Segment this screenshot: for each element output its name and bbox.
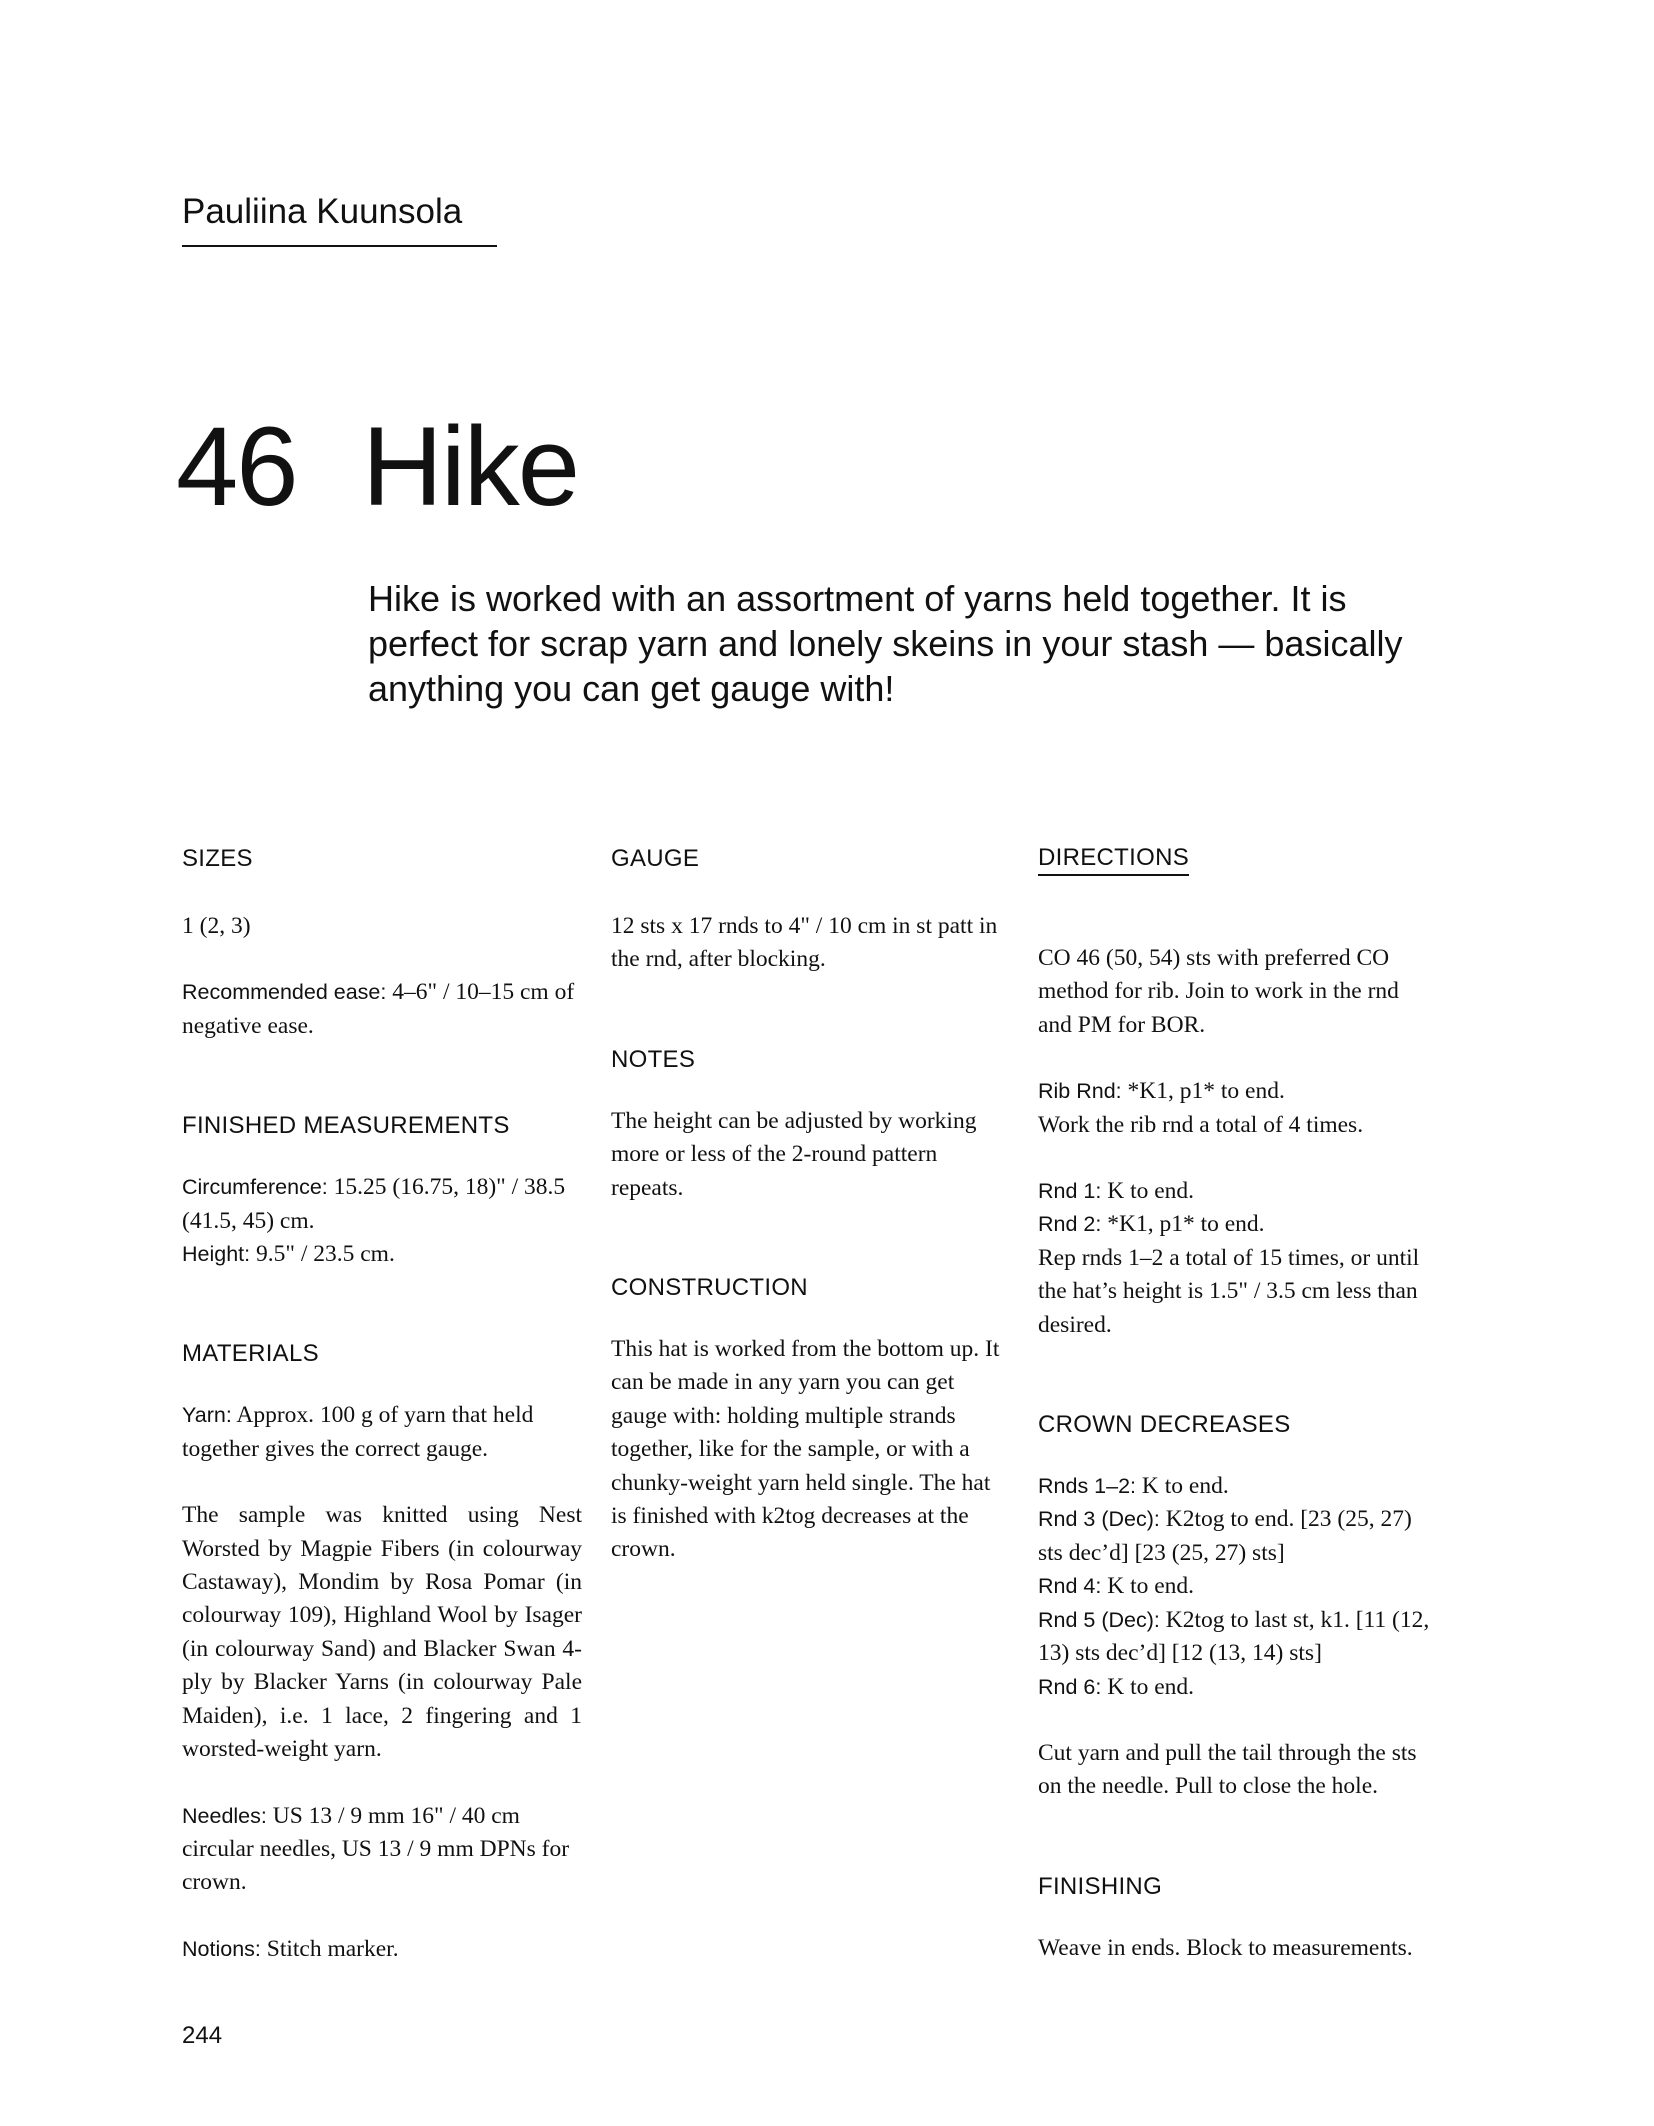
circumference-text: 15.25 (16.75, 18)" / 38.5 (41.5, 45) cm. [182,1174,566,1234]
circumference [182,1171,582,1238]
yarn-text: Approx. 100 g of yarn that held together gives the correct gauge. [182,1402,534,1462]
crown-decreases-list [1038,1470,1438,1704]
sizes-heading: SIZES [182,845,253,872]
crown-row-label: Rnd 6: [1038,1674,1102,1699]
notions [182,1933,582,1966]
circumference-label: Circumference: [182,1175,328,1200]
sample-yarns: The sample was knitted using Nest Worsted by Magpie Fibers (in colourway Castaway), Mondim by Rosa Pomar (in colourway 109), Highland Wool by Isager (in colourway Sand) and Blacker Swan 4-ply by Blacker Yarns (in colourway Pale Maiden), i.e. 1 lace, 2 fingering and 1 worsted-weight yarn. [182,1502,582,1763]
crown-row-label: Rnd 3 (Dec): [1038,1507,1160,1532]
column-directions [1038,842,1438,1965]
crown-row-label: Rnd 5 (Dec): [1038,1607,1160,1632]
round-1-label: Rnd 1: [1038,1179,1102,1204]
needles [182,1800,582,1900]
rib-repeat: Work the rib rnd a total of 4 times. [1038,1111,1364,1138]
page-number: 244 [182,2022,223,2049]
pattern-number: 46 [176,404,297,529]
crown-row [1038,1470,1438,1503]
crown-row [1038,1671,1438,1704]
pattern-title: Hike [362,404,579,529]
cast-on-instructions: CO 46 (50, 54) sts with preferred CO method for rib. Join to work in the rnd and PM for BOR. [1038,945,1399,1038]
column-sizes-materials [182,842,582,1966]
construction-heading: CONSTRUCTION [611,1274,808,1302]
directions-heading: DIRECTIONS [1038,842,1189,876]
notes-heading: NOTES [611,1045,696,1073]
height-text: 9.5" / 23.5 cm. [256,1241,395,1268]
needles-label: Needles: [182,1803,267,1828]
gauge-text: 12 sts x 17 rnds to 4" / 10 cm in st patt in the rnd, after blocking. [611,913,998,973]
sizes-values: 1 (2, 3) [182,913,251,939]
materials-heading: MATERIALS [182,1340,319,1368]
crown-row-label: Rnd 4: [1038,1574,1102,1599]
author-underline [182,245,497,247]
crown-row-label: Rnds 1–2: [1038,1474,1137,1499]
author-name: Pauliina Kuunsola [182,192,463,231]
notions-label: Notions: [182,1936,261,1961]
round-2-label: Rnd 2: [1038,1212,1102,1237]
crown-row-text: K to end. [1141,1473,1229,1500]
finishing-text: Weave in ends. Block to measurements. [1038,1934,1413,1961]
finished-measurements-heading: FINISHED MEASUREMENTS [182,1112,510,1140]
yarn-label: Yarn: [182,1403,232,1428]
ease-text: 4–6" / 10–15 cm of negative ease. [182,979,575,1039]
crown-row [1038,1503,1438,1570]
crown-row [1038,1604,1438,1671]
height [182,1238,582,1271]
rib-round-label: Rib Rnd: [1038,1079,1122,1104]
crown-row-text: K2tog to end. [23 (25, 27) sts dec’d] [23 (25, 27) sts] [1038,1506,1412,1566]
yarn [182,1399,582,1466]
finishing-heading: FINISHING [1038,1872,1163,1900]
rib-round [1038,1075,1438,1108]
round-2-text: *K1, p1* to end. [1107,1211,1265,1238]
rib-round-text: *K1, p1* to end. [1127,1078,1285,1105]
needles-text: US 13 / 9 mm 16" / 40 cm circular needles, US 13 / 9 mm DPNs for crown. [182,1802,570,1896]
notes-text: The height can be adjusted by working more or less of the 2-round pattern repeats. [611,1107,977,1201]
crown-row-text: K to end. [1107,1673,1195,1700]
notions-text: Stitch marker. [266,1935,399,1962]
round-repeat: Rep rnds 1–2 a total of 15 times, or until the hat’s height is 1.5" / 3.5 cm less than desired. [1038,1244,1420,1338]
gauge-heading: GAUGE [611,845,700,872]
crown-row-text: K2tog to last st, k1. [11 (12, 13) sts dec’d] [12 (13, 14) sts] [1038,1606,1430,1667]
recommended-ease [182,976,582,1043]
height-label: Height: [182,1242,251,1267]
crown-decreases-heading: CROWN DECREASES [1038,1411,1291,1439]
ease-label: Recommended ease: [182,980,387,1005]
crown-closing: Cut yarn and pull the tail through the sts on the needle. Pull to close the hole. [1038,1739,1417,1800]
crown-row [1038,1570,1438,1603]
construction-text: This hat is worked from the bottom up. It can be made in any yarn you can get gauge with: holding multiple strands together, like for the sample, or with a chunky-weight yarn held single. The hat is finished with k2tog decreases at the crown. [611,1336,1000,1563]
round-1-text: K to end. [1107,1178,1195,1205]
column-gauge-notes-construction [611,842,1011,1567]
round-1 [1038,1175,1438,1208]
crown-row-text: K to end. [1107,1573,1195,1600]
intro-paragraph: Hike is worked with an assortment of yarns held together. It is perfect for scrap yarn and lonely skeins in your stash — basically anything you can get gauge with! [368,578,1403,709]
round-2 [1038,1208,1438,1241]
